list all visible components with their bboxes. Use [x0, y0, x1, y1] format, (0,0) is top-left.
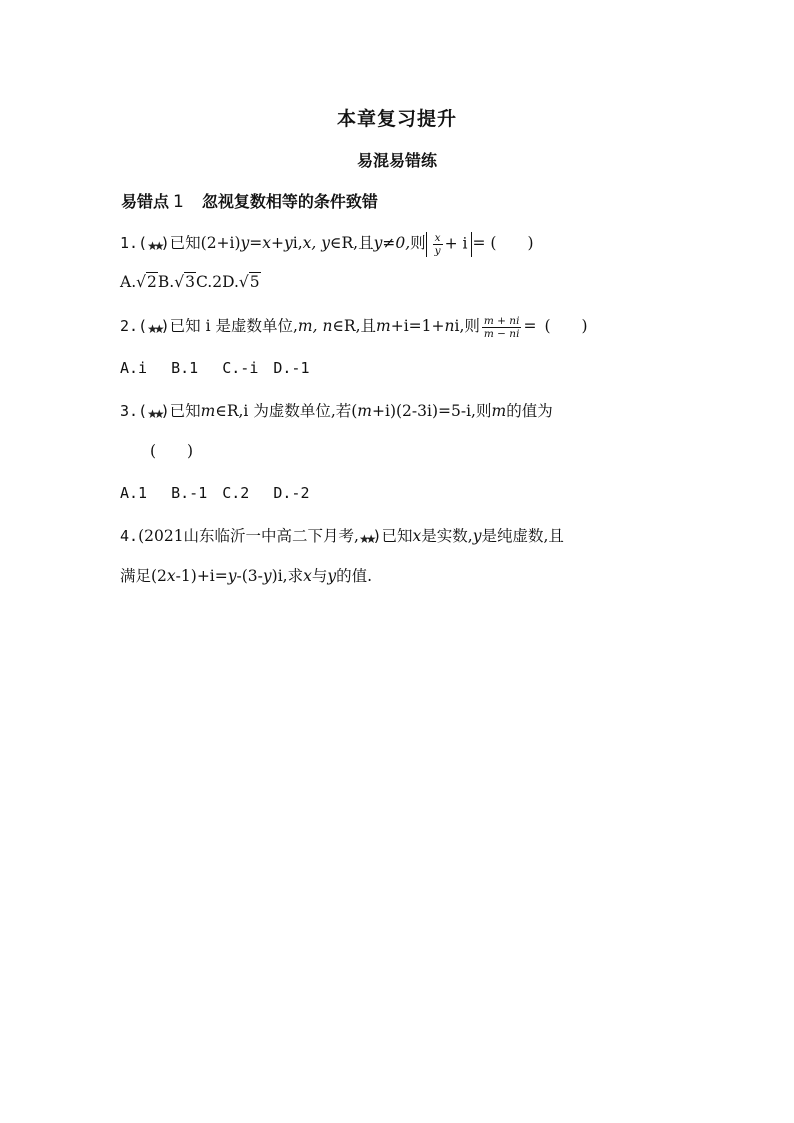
- q1-stem-f: y≠0,: [373, 234, 411, 252]
- q2-fraction: $\frac{m + ni}{m - ni}$: [483, 314, 520, 340]
- section-number: 1: [173, 192, 184, 212]
- q1-stem-c: i,: [292, 234, 303, 252]
- page-subtitle: 易混易错练: [356, 151, 437, 170]
- section-text: 忽视复数相等的条件致错: [201, 192, 378, 211]
- two-star-difficulty-icon: ★★: [147, 407, 161, 421]
- two-star-difficulty-icon: ★★: [147, 322, 161, 336]
- q1-stem-e: ∈R,且: [330, 234, 374, 252]
- q2-number: 2.: [120, 317, 139, 335]
- q3-bracket: ( ): [150, 442, 194, 460]
- q2-choices: A.i B.1 C.-i D.-1: [120, 359, 310, 377]
- q4-source: (2021山东临沂一中高二下月考,: [138, 527, 359, 545]
- q1-absolute-value: $\frac{x}{y}$ + i: [426, 232, 473, 257]
- question-4-line-2: 满足(2x-1)+i=y-(3-y)i,求x与y的值.: [120, 567, 373, 585]
- q1-stem-g: 则: [410, 234, 426, 252]
- two-star-difficulty-icon: ★★: [358, 532, 373, 546]
- question-1: 1.(★★)已知(2+i)y=x+yi,x, y∈R,且y≠0,则 $\frac{x}{y}$ + i = ( ): [120, 231, 534, 257]
- two-star-difficulty-icon: ★★: [147, 239, 161, 253]
- q1-fraction: $\frac{x}{y}$: [434, 231, 441, 257]
- q1-stem-b: y=x+y: [240, 234, 293, 252]
- q3-choices: A.1 B.-1 C.2 D.-2: [120, 484, 310, 502]
- q1-stem-d: x, y: [302, 234, 331, 252]
- section-heading: [121, 189, 378, 212]
- q1-number: 1.: [120, 234, 139, 252]
- q1-stem-a: 已知(2+i): [169, 234, 241, 252]
- question-4: 4.(2021山东临沂一中高二下月考,★★)已知x是实数,y是纯虚数,且: [120, 527, 564, 546]
- question-3: 3.(★★)已知m∈R,i 为虚数单位,若(m+i)(2-3i)=5-i,则m的值为: [120, 402, 553, 421]
- q1-stem-h: = ( ): [472, 234, 534, 252]
- section-label: 易错点: [121, 192, 170, 211]
- page-title: 本章复习提升: [336, 108, 457, 130]
- question-2: 2.(★★)已知 i 是虚数单位,m, n∈R,且m+i=1+ni,则 $\frac{m + ni}{m - ni}$ = ( ): [120, 314, 588, 340]
- q1-choices: A.√2B.√3C.2D.√5: [120, 273, 260, 291]
